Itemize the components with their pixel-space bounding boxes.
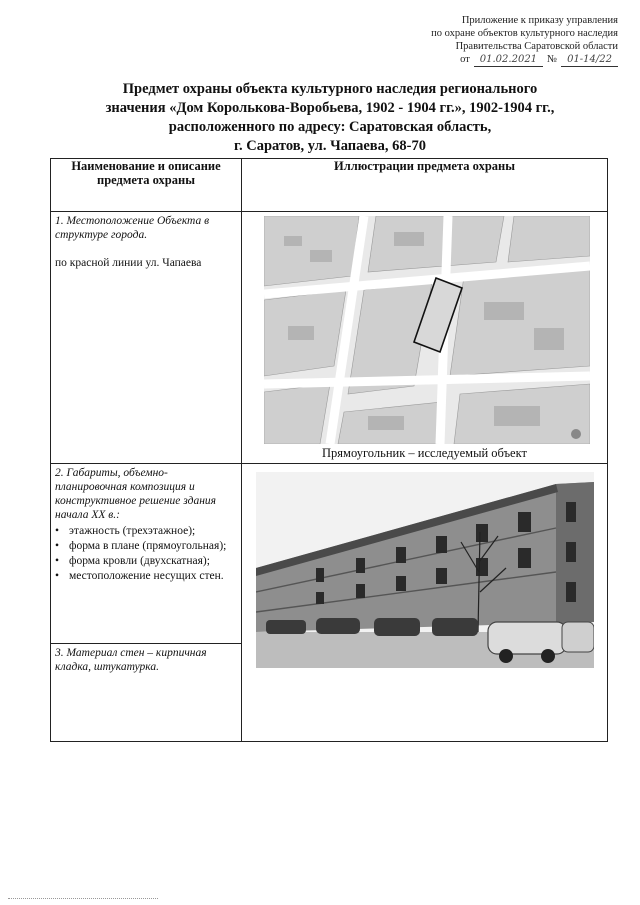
- header-illustrations: Иллюстрации предмета охраны: [242, 159, 608, 212]
- row1-description: [51, 212, 242, 464]
- annex-line: Правительства Саратовской области: [455, 41, 618, 52]
- location-map: [264, 216, 590, 444]
- annex-line: Приложение к приказу управления: [461, 15, 618, 26]
- row1-note: по красной линии ул. Чапаева: [55, 257, 202, 269]
- title-line: г. Саратов, ул. Чапаева, 68-70: [234, 138, 426, 154]
- row2-illustration: [242, 464, 608, 742]
- feature-item: • местоположение несущих стен.: [55, 569, 237, 583]
- document-title: [80, 80, 580, 156]
- footer-rule: [8, 898, 158, 899]
- row1-title: 1. Местоположение Объекта в структуре города.: [55, 215, 210, 241]
- map-caption: Прямоугольник – исследуемый объект: [322, 446, 527, 460]
- number-label: №: [547, 54, 558, 65]
- annex-date-number: [318, 53, 618, 67]
- row3-title: 3. Материал стен – кирпичная кладка, штукатурка.: [55, 647, 207, 673]
- annex-reference: [318, 14, 618, 67]
- building-photo-image: [256, 472, 594, 668]
- date-label: от: [460, 54, 470, 65]
- header-description: Наименование и описание предмета охраны: [51, 159, 242, 212]
- protection-subject-table: [50, 158, 608, 742]
- row2-title: 2. Габариты, объемно-планировочная композиция и конструктивное решение здания начала XX в.:: [55, 467, 216, 521]
- building-photo: [256, 472, 594, 668]
- row2-description: [51, 464, 242, 644]
- title-line: расположенного по адресу: Саратовская область,: [168, 119, 492, 135]
- location-map-image: [264, 216, 590, 444]
- row3-description: [51, 644, 242, 742]
- number-value: 01-14/22: [561, 53, 618, 67]
- title-line: Предмет охраны объекта культурного наследия регионального: [122, 81, 538, 97]
- row2-feature-list: [55, 524, 237, 583]
- annex-line: по охране объектов культурного наследия: [431, 28, 618, 39]
- feature-item: • форма кровли (двухскатная);: [55, 554, 237, 568]
- feature-item: • форма в плане (прямоугольная);: [55, 539, 237, 553]
- title-line: значения «Дом Королькова-Воробьева, 1902 - 1904 гг.», 1902-1904 гг.,: [105, 100, 555, 116]
- row1-illustration: [242, 212, 608, 464]
- date-value: 01.02.2021: [474, 53, 543, 67]
- feature-item: • этажность (трехэтажное);: [55, 524, 237, 538]
